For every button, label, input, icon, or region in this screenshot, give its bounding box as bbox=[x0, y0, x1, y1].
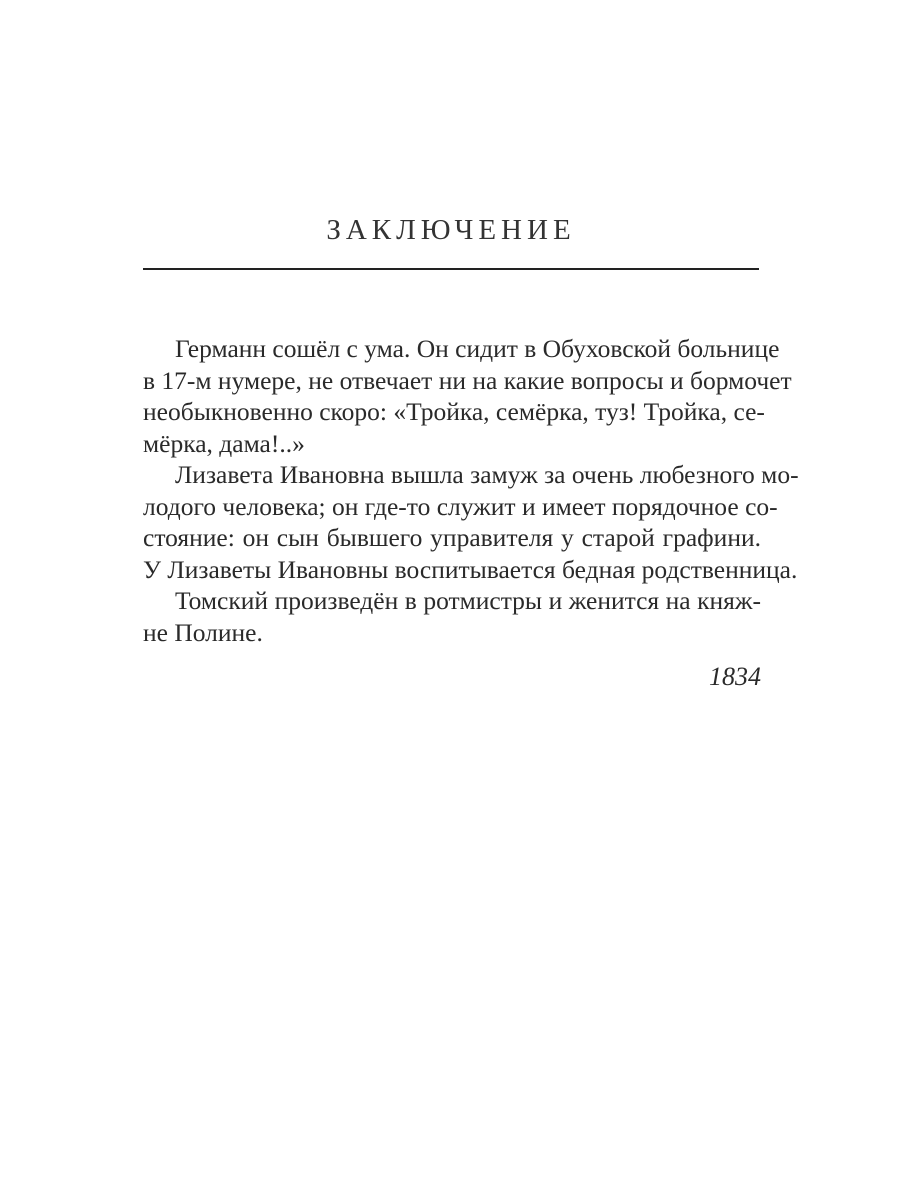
text-line: лодого человека; он где-то служит и имеет порядочное со- bbox=[143, 491, 778, 521]
title-rule bbox=[143, 268, 759, 270]
text-line: в 17-м нумере, не отвечает ни на какие вопросы и бормочет bbox=[143, 365, 792, 395]
text-line: Германн сошёл с ума. Он сидит в Обуховской больнице bbox=[175, 334, 780, 363]
paragraph-3 bbox=[143, 585, 761, 648]
date-signature: 1834 bbox=[709, 662, 761, 691]
chapter-title: ЗАКЛЮЧЕНИЕ bbox=[326, 214, 576, 246]
text-line: не Полине. bbox=[143, 617, 263, 647]
text-line: У Лизаветы Ивановны воспитывается бедная родственница. bbox=[143, 554, 798, 584]
text-line: мёрка, дама!..» bbox=[143, 428, 305, 458]
text-line: Томский произведён в ротмистры и женится на княж- bbox=[175, 586, 761, 615]
text-line: Лизавета Ивановна вышла замуж за очень любезного мо- bbox=[175, 460, 799, 489]
paragraph-2 bbox=[143, 459, 799, 585]
text-line: необыкновенно скоро: «Тройка, семёрка, туз! Тройка, се- bbox=[143, 397, 765, 426]
chapter-body bbox=[143, 333, 799, 648]
text-line: стояние: он сын бывшего управителя у старой графини. bbox=[143, 523, 761, 552]
paragraph-1 bbox=[143, 333, 792, 459]
